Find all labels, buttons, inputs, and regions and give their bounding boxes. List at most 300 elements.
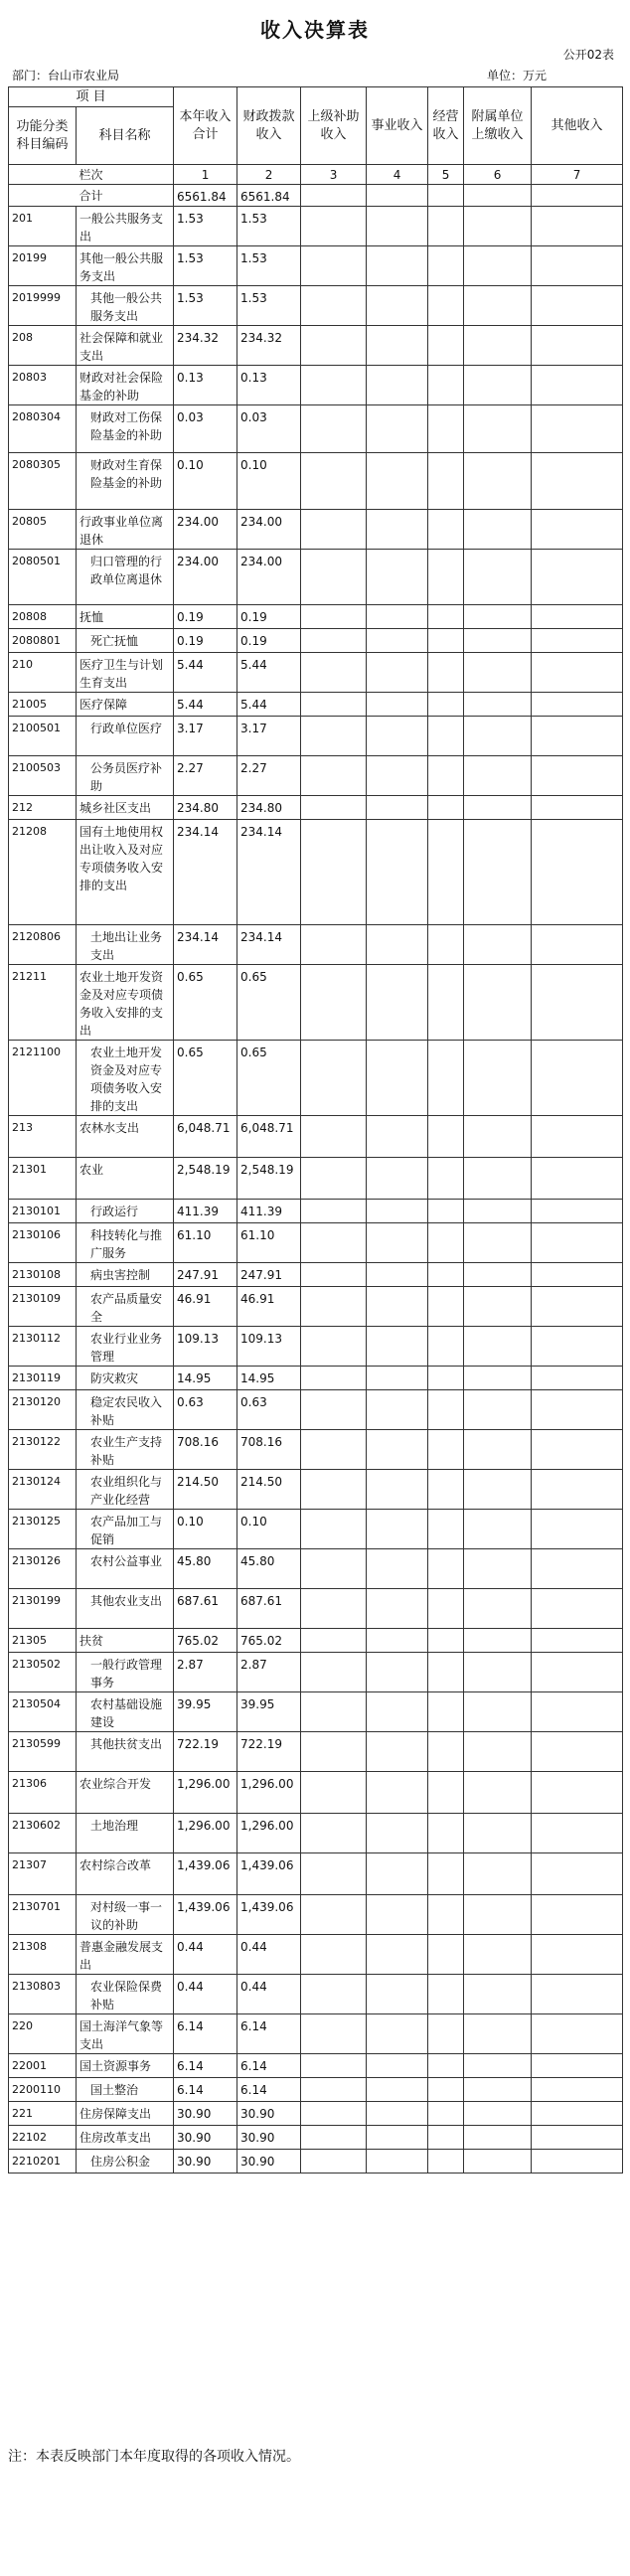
row-code: 2130602 <box>9 1814 77 1853</box>
row-total-income: 30.90 <box>174 2102 237 2126</box>
row-affiliated-income <box>464 1935 532 1975</box>
row-total-income: 687.61 <box>174 1589 237 1629</box>
row-subsidy-income <box>301 1692 367 1732</box>
row-subsidy-income <box>301 1853 367 1895</box>
row-total-income: 30.90 <box>174 2150 237 2174</box>
row-total-income: 30.90 <box>174 2126 237 2150</box>
row-name: 国土整治 <box>77 2078 174 2102</box>
footnote: 注：本表反映部门本年度取得的各项收入情况。 <box>8 2449 300 2465</box>
row-fiscal-income: 0.13 <box>237 366 301 405</box>
row-operating-income <box>428 629 464 653</box>
row-code: 2120806 <box>9 925 77 965</box>
total-c3 <box>301 185 367 207</box>
row-name: 抚恤 <box>77 605 174 629</box>
row-subsidy-income <box>301 2102 367 2126</box>
row-other-income <box>532 1772 623 1814</box>
row-affiliated-income <box>464 1692 532 1732</box>
row-total-income: 1.53 <box>174 246 237 286</box>
row-fiscal-income: 1.53 <box>237 246 301 286</box>
table-row <box>9 1653 623 1692</box>
row-other-income <box>532 405 623 453</box>
row-affiliated-income <box>464 1814 532 1853</box>
row-operating-income <box>428 326 464 366</box>
row-code: 20808 <box>9 605 77 629</box>
row-other-income <box>532 629 623 653</box>
table-row <box>9 1814 623 1853</box>
row-total-income: 6.14 <box>174 2078 237 2102</box>
row-name: 农业行业业务管理 <box>77 1327 174 1367</box>
row-affiliated-income <box>464 550 532 605</box>
total-label: 合计 <box>9 185 174 207</box>
row-subsidy-income <box>301 246 367 286</box>
table-row <box>9 2054 623 2078</box>
row-fiscal-income: 234.14 <box>237 820 301 925</box>
row-name: 一般公共服务支出 <box>77 207 174 246</box>
row-affiliated-income <box>464 246 532 286</box>
row-business-income <box>367 1653 428 1692</box>
row-other-income <box>532 1367 623 1390</box>
table-row <box>9 756 623 796</box>
row-operating-income <box>428 2014 464 2054</box>
row-business-income <box>367 1263 428 1287</box>
row-fiscal-income: 214.50 <box>237 1470 301 1510</box>
row-total-income: 1,296.00 <box>174 1814 237 1853</box>
row-name: 财政对生育保险基金的补助 <box>77 453 174 510</box>
row-total-income: 0.65 <box>174 965 237 1041</box>
row-business-income <box>367 326 428 366</box>
row-business-income <box>367 1223 428 1263</box>
row-affiliated-income <box>464 207 532 246</box>
row-name: 国有土地使用权出让收入及对应专项债务收入安排的支出 <box>77 820 174 925</box>
row-code: 2130124 <box>9 1470 77 1510</box>
row-other-income <box>532 366 623 405</box>
row-code: 2080801 <box>9 629 77 653</box>
row-operating-income <box>428 2054 464 2078</box>
row-affiliated-income <box>464 965 532 1041</box>
row-operating-income <box>428 2150 464 2174</box>
row-affiliated-income <box>464 2054 532 2078</box>
row-other-income <box>532 510 623 550</box>
row-code: 2130125 <box>9 1510 77 1549</box>
row-subsidy-income <box>301 796 367 820</box>
row-subsidy-income <box>301 1223 367 1263</box>
row-fiscal-income: 39.95 <box>237 1692 301 1732</box>
row-operating-income <box>428 1470 464 1510</box>
row-name: 稳定农民收入补贴 <box>77 1390 174 1430</box>
row-name: 国土海洋气象等支出 <box>77 2014 174 2054</box>
row-business-income <box>367 2102 428 2126</box>
row-other-income <box>532 1589 623 1629</box>
row-code: 212 <box>9 796 77 820</box>
row-affiliated-income <box>464 629 532 653</box>
table-row <box>9 1629 623 1653</box>
row-other-income <box>532 1263 623 1287</box>
row-name: 土地出让业务支出 <box>77 925 174 965</box>
row-code: 21208 <box>9 820 77 925</box>
row-subsidy-income <box>301 1895 367 1935</box>
row-other-income <box>532 2014 623 2054</box>
row-code: 2019999 <box>9 286 77 326</box>
row-affiliated-income <box>464 366 532 405</box>
row-affiliated-income <box>464 1158 532 1200</box>
row-operating-income <box>428 756 464 796</box>
col-index-6: 6 <box>464 165 532 185</box>
row-total-income: 411.39 <box>174 1200 237 1223</box>
row-other-income <box>532 1041 623 1116</box>
row-other-income <box>532 453 623 510</box>
row-affiliated-income <box>464 1853 532 1895</box>
table-row <box>9 1287 623 1327</box>
row-business-income <box>367 1327 428 1367</box>
row-name: 防灾救灾 <box>77 1367 174 1390</box>
row-fiscal-income: 109.13 <box>237 1327 301 1367</box>
table-row <box>9 796 623 820</box>
row-operating-income <box>428 925 464 965</box>
row-name: 死亡抚恤 <box>77 629 174 653</box>
row-name: 农产品加工与促销 <box>77 1510 174 1549</box>
table-row <box>9 1116 623 1158</box>
table-row <box>9 820 623 925</box>
row-other-income <box>532 756 623 796</box>
row-fiscal-income: 0.44 <box>237 1975 301 2014</box>
row-other-income <box>532 326 623 366</box>
row-code: 221 <box>9 2102 77 2126</box>
row-operating-income <box>428 2126 464 2150</box>
row-name: 国土资源事务 <box>77 2054 174 2078</box>
row-business-income <box>367 1589 428 1629</box>
row-operating-income <box>428 1263 464 1287</box>
row-other-income <box>532 2078 623 2102</box>
row-name: 社会保障和就业支出 <box>77 326 174 366</box>
row-code: 2130122 <box>9 1430 77 1470</box>
row-affiliated-income <box>464 1430 532 1470</box>
row-name: 农业综合开发 <box>77 1772 174 1814</box>
row-other-income <box>532 2102 623 2126</box>
row-operating-income <box>428 1975 464 2014</box>
table-row <box>9 717 623 756</box>
row-total-income: 1,439.06 <box>174 1895 237 1935</box>
row-total-income: 0.10 <box>174 1510 237 1549</box>
row-code: 2210201 <box>9 2150 77 2174</box>
table-row <box>9 207 623 246</box>
row-total-income: 39.95 <box>174 1692 237 1732</box>
row-code: 2130502 <box>9 1653 77 1692</box>
row-affiliated-income <box>464 2150 532 2174</box>
row-operating-income <box>428 1367 464 1390</box>
total-c4 <box>367 185 428 207</box>
row-fiscal-income: 765.02 <box>237 1629 301 1653</box>
row-affiliated-income <box>464 717 532 756</box>
table-number: 公开02表 <box>562 48 614 62</box>
row-name: 扶贫 <box>77 1629 174 1653</box>
table-row <box>9 1772 623 1814</box>
row-name: 其他农业支出 <box>77 1589 174 1629</box>
row-affiliated-income <box>464 605 532 629</box>
row-code: 21306 <box>9 1772 77 1814</box>
row-fiscal-income: 45.80 <box>237 1549 301 1589</box>
row-business-income <box>367 2014 428 2054</box>
row-business-income <box>367 756 428 796</box>
row-code: 2130126 <box>9 1549 77 1589</box>
row-business-income <box>367 1430 428 1470</box>
row-fiscal-income: 411.39 <box>237 1200 301 1223</box>
row-other-income <box>532 605 623 629</box>
table-row <box>9 1390 623 1430</box>
row-total-income: 1.53 <box>174 207 237 246</box>
row-operating-income <box>428 1853 464 1895</box>
row-operating-income <box>428 1814 464 1853</box>
row-fiscal-income: 234.14 <box>237 925 301 965</box>
row-operating-income <box>428 1772 464 1814</box>
row-operating-income <box>428 605 464 629</box>
row-fiscal-income: 234.00 <box>237 510 301 550</box>
row-other-income <box>532 1975 623 2014</box>
row-total-income: 234.00 <box>174 550 237 605</box>
row-fiscal-income: 234.32 <box>237 326 301 366</box>
row-name: 农业生产支持补贴 <box>77 1430 174 1470</box>
row-code: 2130112 <box>9 1327 77 1367</box>
row-business-income <box>367 1390 428 1430</box>
row-total-income: 1.53 <box>174 286 237 326</box>
row-code: 2130119 <box>9 1367 77 1390</box>
row-other-income <box>532 1390 623 1430</box>
row-fiscal-income: 5.44 <box>237 653 301 693</box>
table-row <box>9 2102 623 2126</box>
row-total-income: 214.50 <box>174 1470 237 1510</box>
row-affiliated-income <box>464 653 532 693</box>
row-subsidy-income <box>301 1975 367 2014</box>
row-other-income <box>532 717 623 756</box>
row-subsidy-income <box>301 1470 367 1510</box>
department-label: 部门：台山市农业局 <box>12 69 120 82</box>
row-other-income <box>532 925 623 965</box>
row-operating-income <box>428 1629 464 1653</box>
row-subsidy-income <box>301 1327 367 1367</box>
row-name: 住房保障支出 <box>77 2102 174 2126</box>
row-fiscal-income: 2.87 <box>237 1653 301 1692</box>
row-affiliated-income <box>464 1367 532 1390</box>
row-other-income <box>532 965 623 1041</box>
row-total-income: 234.32 <box>174 326 237 366</box>
row-other-income <box>532 2126 623 2150</box>
row-total-income: 46.91 <box>174 1287 237 1327</box>
row-subsidy-income <box>301 605 367 629</box>
row-operating-income <box>428 286 464 326</box>
row-fiscal-income: 708.16 <box>237 1430 301 1470</box>
row-name: 农村综合改革 <box>77 1853 174 1895</box>
header-operating-income: 经营收入 <box>428 87 464 165</box>
row-business-income <box>367 1470 428 1510</box>
row-code: 22102 <box>9 2126 77 2150</box>
row-business-income <box>367 2054 428 2078</box>
row-fiscal-income: 0.19 <box>237 605 301 629</box>
row-total-income: 722.19 <box>174 1732 237 1772</box>
row-subsidy-income <box>301 2126 367 2150</box>
page-title: 收入决算表 <box>260 18 370 42</box>
table-row <box>9 629 623 653</box>
row-operating-income <box>428 246 464 286</box>
row-operating-income <box>428 796 464 820</box>
col-index-label: 栏次 <box>9 165 174 185</box>
row-subsidy-income <box>301 1629 367 1653</box>
row-name: 土地治理 <box>77 1814 174 1853</box>
row-business-income <box>367 820 428 925</box>
table-row <box>9 925 623 965</box>
row-total-income: 708.16 <box>174 1430 237 1470</box>
table-row <box>9 2126 623 2150</box>
row-code: 2080304 <box>9 405 77 453</box>
row-total-income: 0.63 <box>174 1390 237 1430</box>
row-total-income: 1,439.06 <box>174 1853 237 1895</box>
row-code: 2130504 <box>9 1692 77 1732</box>
table-row <box>9 2150 623 2174</box>
col-index-4: 4 <box>367 165 428 185</box>
row-total-income: 6,048.71 <box>174 1116 237 1158</box>
row-operating-income <box>428 1692 464 1732</box>
row-code: 21301 <box>9 1158 77 1200</box>
row-fiscal-income: 6.14 <box>237 2054 301 2078</box>
row-subsidy-income <box>301 629 367 653</box>
row-subsidy-income <box>301 1390 367 1430</box>
row-name: 农业土地开发资金及对应专项债务收入安排的支出 <box>77 1041 174 1116</box>
row-subsidy-income <box>301 1041 367 1116</box>
row-affiliated-income <box>464 1772 532 1814</box>
row-subsidy-income <box>301 286 367 326</box>
row-fiscal-income: 0.65 <box>237 1041 301 1116</box>
row-other-income <box>532 1629 623 1653</box>
row-fiscal-income: 6.14 <box>237 2014 301 2054</box>
row-name: 财政对工伤保险基金的补助 <box>77 405 174 453</box>
row-code: 2130701 <box>9 1895 77 1935</box>
row-total-income: 2,548.19 <box>174 1158 237 1200</box>
row-business-income <box>367 405 428 453</box>
row-subsidy-income <box>301 453 367 510</box>
row-code: 21005 <box>9 693 77 717</box>
row-other-income <box>532 1327 623 1367</box>
table-row <box>9 1589 623 1629</box>
row-total-income: 5.44 <box>174 693 237 717</box>
row-fiscal-income: 1,296.00 <box>237 1772 301 1814</box>
table-row <box>9 1975 623 2014</box>
row-subsidy-income <box>301 1158 367 1200</box>
row-total-income: 234.14 <box>174 820 237 925</box>
row-operating-income <box>428 1200 464 1223</box>
row-subsidy-income <box>301 366 367 405</box>
row-total-income: 0.65 <box>174 1041 237 1116</box>
row-operating-income <box>428 1158 464 1200</box>
row-subsidy-income <box>301 1510 367 1549</box>
row-subsidy-income <box>301 1732 367 1772</box>
table-row <box>9 246 623 286</box>
row-name: 农业组织化与产业化经营 <box>77 1470 174 1510</box>
row-subsidy-income <box>301 2078 367 2102</box>
row-name: 医疗卫生与计划生育支出 <box>77 653 174 693</box>
row-operating-income <box>428 1287 464 1327</box>
table-row <box>9 965 623 1041</box>
row-other-income <box>532 1653 623 1692</box>
row-code: 208 <box>9 326 77 366</box>
table-row <box>9 1895 623 1935</box>
row-fiscal-income: 14.95 <box>237 1367 301 1390</box>
col-index-1: 1 <box>174 165 237 185</box>
row-code: 210 <box>9 653 77 693</box>
row-subsidy-income <box>301 1935 367 1975</box>
row-name: 行政事业单位离退休 <box>77 510 174 550</box>
row-subsidy-income <box>301 1549 367 1589</box>
row-other-income <box>532 1935 623 1975</box>
row-fiscal-income: 247.91 <box>237 1263 301 1287</box>
row-affiliated-income <box>464 2078 532 2102</box>
total-c2: 6561.84 <box>237 185 301 207</box>
row-business-income <box>367 1814 428 1853</box>
row-name: 住房公积金 <box>77 2150 174 2174</box>
row-business-income <box>367 796 428 820</box>
header-fiscal-income: 财政拨款收入 <box>237 87 301 165</box>
row-operating-income <box>428 1653 464 1692</box>
row-affiliated-income <box>464 453 532 510</box>
row-code: 213 <box>9 1116 77 1158</box>
row-fiscal-income: 61.10 <box>237 1223 301 1263</box>
table-row <box>9 1367 623 1390</box>
row-affiliated-income <box>464 1549 532 1589</box>
row-subsidy-income <box>301 1200 367 1223</box>
row-other-income <box>532 1732 623 1772</box>
header-subsidy-income: 上级补助收入 <box>301 87 367 165</box>
table-row <box>9 405 623 453</box>
row-other-income <box>532 653 623 693</box>
row-subsidy-income <box>301 1653 367 1692</box>
row-name: 公务员医疗补助 <box>77 756 174 796</box>
row-fiscal-income: 687.61 <box>237 1589 301 1629</box>
row-subsidy-income <box>301 1589 367 1629</box>
row-other-income <box>532 796 623 820</box>
row-fiscal-income: 0.10 <box>237 453 301 510</box>
col-index-2: 2 <box>237 165 301 185</box>
row-other-income <box>532 1287 623 1327</box>
row-affiliated-income <box>464 2014 532 2054</box>
row-affiliated-income <box>464 1732 532 1772</box>
row-other-income <box>532 820 623 925</box>
row-subsidy-income <box>301 1367 367 1390</box>
row-fiscal-income: 0.44 <box>237 1935 301 1975</box>
row-operating-income <box>428 510 464 550</box>
row-affiliated-income <box>464 1041 532 1116</box>
row-total-income: 45.80 <box>174 1549 237 1589</box>
row-business-income <box>367 1895 428 1935</box>
row-other-income <box>532 1470 623 1510</box>
row-total-income: 0.19 <box>174 629 237 653</box>
table-row <box>9 1732 623 1772</box>
row-business-income <box>367 207 428 246</box>
header-name: 科目名称 <box>77 107 174 165</box>
header-business-income: 事业收入 <box>367 87 428 165</box>
row-total-income: 0.13 <box>174 366 237 405</box>
table-row <box>9 1223 623 1263</box>
row-name: 普惠金融发展支出 <box>77 1935 174 1975</box>
row-business-income <box>367 605 428 629</box>
row-name: 农业土地开发资金及对应专项债务收入安排的支出 <box>77 965 174 1041</box>
row-subsidy-income <box>301 2054 367 2078</box>
row-business-income <box>367 1510 428 1549</box>
row-name: 住房改革支出 <box>77 2126 174 2150</box>
row-total-income: 14.95 <box>174 1367 237 1390</box>
row-fiscal-income: 1.53 <box>237 286 301 326</box>
row-operating-income <box>428 1116 464 1158</box>
row-code: 2080501 <box>9 550 77 605</box>
table-row <box>9 1470 623 1510</box>
row-operating-income <box>428 550 464 605</box>
row-subsidy-income <box>301 717 367 756</box>
